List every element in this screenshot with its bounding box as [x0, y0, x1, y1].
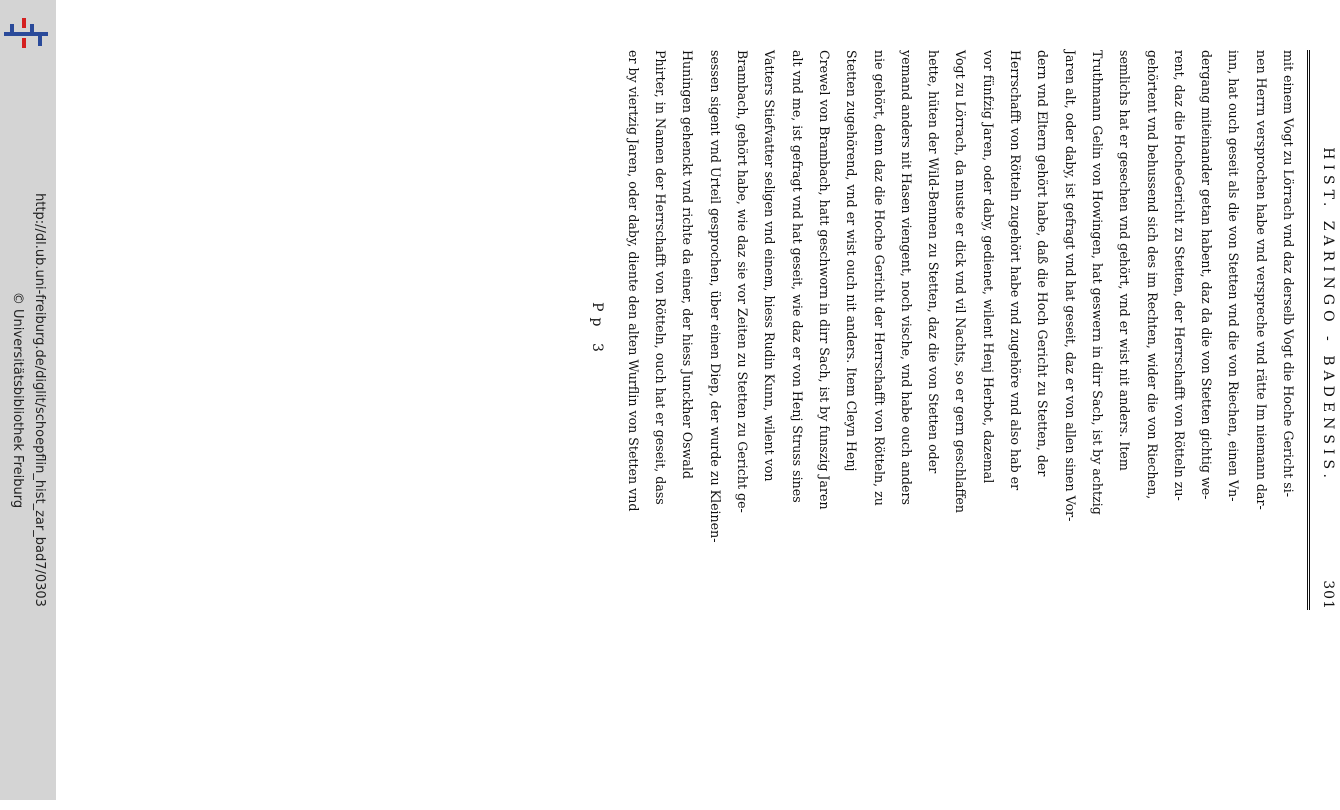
text-line: rent, daz die HocheGericht zu Stetten, der Herrschafft von Rötteln zu- [1171, 50, 1187, 501]
text-line: nie gehört, denn daz die Hoche Gericht der Herrschafft von Rötteln, zu [871, 50, 887, 506]
text-line: mit einem Vogt zu Lörrach vnd daz derselb Vogt die Hoche Gericht si- [1281, 50, 1296, 498]
text-line: semlichs hat er gesechen vnd gehört, vnd er wist nit anders. Item [1117, 50, 1133, 471]
text-line: Vogt zu Lörrach, da muste er dick vnd vil Nachts, so er gern geschlaffen [953, 50, 969, 513]
body-text [620, 50, 1302, 610]
header-rule [1307, 50, 1310, 610]
text-line: Crewel von Brambach, hatt geschworn in dirr Sach, ist by funszig Jaren [816, 50, 832, 510]
text-line: Vatters Stiefvatter seligen vnd einem, hiess Rudin Kunn, wilent von [762, 50, 778, 482]
page-header [1316, 50, 1340, 610]
text-line: gehörtent vnd behussend sich des im Rechten, wider die von Riechen, [1144, 50, 1160, 500]
library-logo-icon [4, 10, 48, 50]
source-url[interactable]: http://dl.ub.uni-freiburg.de/diglit/schoepflin_hist_zar_bad7/0303 [32, 193, 47, 607]
text-line: Stetten zugehörend, vnd er wist ouch nit anders. Item Cleyn Henj [844, 50, 860, 472]
running-title: HIST. ZARINGO - BADENSIS. [1320, 147, 1336, 483]
text-line: dern vnd Eltern gehört habe, daß die Hoch Gericht zu Stetten, der [1035, 50, 1051, 477]
text-line: sessen sigent vnd Urteil gesprochen, über einen Diep, der wurde zu Kleinen- [707, 50, 723, 543]
text-line: Truthmann Gelin von Howingen, hat geswern in dirr Sach, ist by achtzig [1089, 50, 1105, 515]
text-line: nen Herrn versprochen habe vnd verspreche vnd rätte Im niemann dar- [1253, 50, 1269, 510]
sidebar [0, 0, 56, 800]
text-line: hette, hüten der Wild-Bennen zu Stetten, daz die von Stetten oder [926, 50, 942, 474]
text-line: vor fünfzig Jaren, oder daby, gedienet, wilent Henj Herbot, dazemal [980, 50, 996, 484]
text-line: alt vnd me, ist gefragt vnd hat geseit, wie daz er von Henj Struss sines [789, 50, 805, 503]
text-line: Brambach, gehört habe, wie daz sie vor Zeiten zu Stetten zu Gericht ge- [735, 50, 751, 513]
page-number: 301 [1320, 580, 1336, 610]
text-line: Huningen gehenckt vnd richte da einer, der hiess Junckher Oswald [680, 50, 696, 479]
scanned-page [589, 50, 1340, 810]
text-line: inn, hat ouch geseit als die von Stetten vnd die von Riechen, einen Vn- [1226, 50, 1242, 502]
text-line: yemand anders nit Hasen viengent, noch vische, vnd habe ouch anders [898, 50, 914, 505]
text-line: Jaren alt, oder daby, ist gefragt vnd hat geseit, daz er von allen sinen Vor- [1062, 50, 1078, 522]
text-line: dergang miteinander getan habent, daz da die von Stetten gichtig we- [1199, 50, 1215, 500]
sidebar-text [6, 193, 50, 607]
text-line: Herrschafft von Rötteln zugehört habe vnd zugehöre vnd also hab er [1008, 50, 1024, 491]
signature-mark: Pp 3 [589, 302, 605, 358]
text-line: Phirter, in Namen der Herrschafft von Rötteln, ouch hat er geseit, dass [653, 50, 669, 505]
text-line: er by viertzig Jaren, oder daby, diente den alten Wurflin von Stetten vnd [625, 50, 641, 512]
copyright-notice: © Universitätsbibliothek Freiburg [10, 291, 25, 509]
